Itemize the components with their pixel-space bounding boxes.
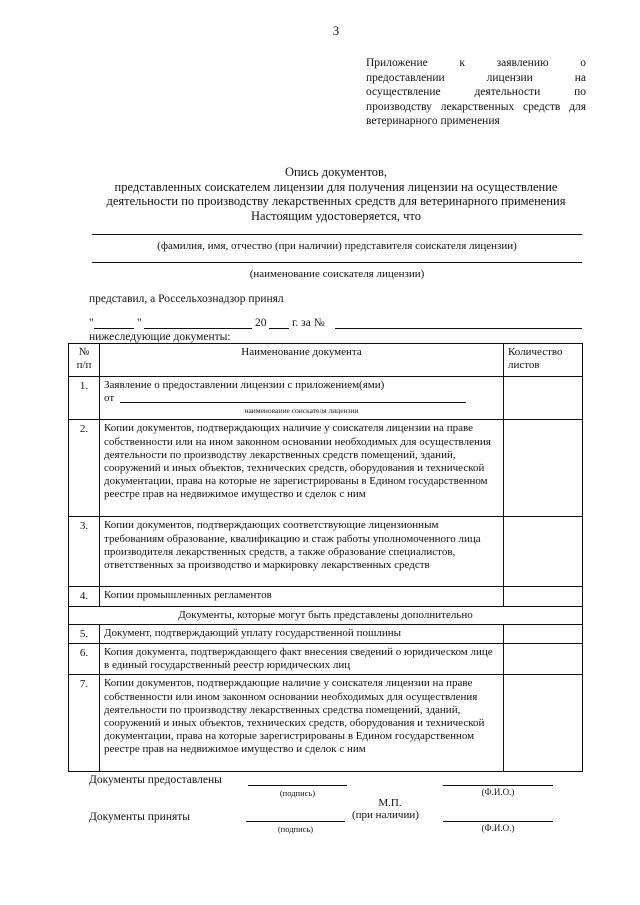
documents-table bbox=[68, 343, 583, 772]
stamp-note: (при наличии) bbox=[352, 809, 419, 821]
below-docs-text: нижеследующие документы: bbox=[89, 331, 231, 343]
appendix-line: ветеринарного применения bbox=[366, 115, 500, 127]
presented-text: представил, а Россельхознадзор принял bbox=[89, 293, 284, 305]
number-blank[interactable] bbox=[335, 328, 582, 329]
table-row bbox=[69, 675, 583, 772]
section-header: Документы, которые могут быть представлены дополнительно bbox=[69, 606, 583, 624]
table-row bbox=[69, 420, 583, 517]
table-row bbox=[69, 624, 583, 643]
appendix-line: производству лекарственных средств для bbox=[366, 100, 586, 113]
qty-cell[interactable] bbox=[504, 420, 583, 517]
row-text: Копии документов, подтверждающих соответствующие лицензионным требованиям образование, квалификацию и стаж работы уполномоченного лица производителя лекарственных средств, а также образование специалистов, ответственных за производство и маркировку лекарственных средств bbox=[100, 517, 504, 587]
document-title bbox=[0, 165, 640, 223]
page-number: 3 bbox=[332, 24, 340, 38]
qty-cell[interactable] bbox=[504, 587, 583, 606]
month-blank[interactable] bbox=[144, 328, 252, 329]
row-num: 5. bbox=[69, 624, 100, 643]
year-prefix: 20 bbox=[255, 317, 267, 329]
table-row bbox=[69, 587, 583, 606]
row-num: 4. bbox=[69, 587, 100, 606]
row-num: 3. bbox=[69, 517, 100, 587]
title-line: Настоящим удостоверяется, что bbox=[251, 208, 421, 223]
submitted-signature-caption: (подпись) bbox=[279, 788, 316, 798]
row-num: 6. bbox=[69, 644, 100, 675]
title-line: деятельности по производству лекарственных средств для ветеринарного применения bbox=[106, 194, 566, 209]
appendix-line: осуществление деятельности по bbox=[366, 86, 586, 98]
row-text: Копия документа, подтверждающего факт внесения сведений о юридическом лице в единый государственный реестр юридических лиц bbox=[100, 644, 504, 675]
submitted-label: Документы предоставлены bbox=[89, 774, 222, 786]
appendix-line: Приложение к заявлению о bbox=[366, 57, 586, 69]
row-text: Копии документов, подтверждающие наличие у соискателя лицензии на праве собственности или ином законном основании необходимых для осуществления деятельности по производству лекарственных средства помещений, зданий, сооружений и иных объектов, технических средств, оборудования и технической документации, права на которые зарегистрированы в Едином государственном реестре прав на недвижимое имущество и сделок с ним bbox=[100, 675, 504, 772]
quote-close: " bbox=[137, 317, 142, 329]
applicant-name-blank[interactable] bbox=[120, 402, 466, 403]
applicant-caption: (наименование соискателя лицензии) bbox=[249, 268, 425, 280]
accepted-label: Документы приняты bbox=[89, 811, 191, 823]
title-line: Опись документов, bbox=[284, 165, 388, 179]
row1-sub-caption: наименование соискателя лицензии bbox=[244, 406, 359, 416]
submitted-fio-caption: (Ф.И.О.) bbox=[481, 787, 515, 797]
row-text: Заявление о предоставлении лицензии с приложением(ями) bbox=[104, 379, 385, 391]
representative-blank[interactable] bbox=[92, 234, 582, 235]
section-header-row bbox=[69, 606, 583, 624]
submitted-fio-blank[interactable] bbox=[443, 785, 553, 786]
representative-caption: (фамилия, имя, отчество (при наличии) представителя соискателя лицензии) bbox=[157, 240, 517, 252]
row-text: Документ, подтверждающий уплату государственной пошлины bbox=[100, 624, 504, 643]
year-suffix: г. за № bbox=[292, 317, 325, 329]
quote-open: " bbox=[89, 317, 94, 329]
header-num: № п/п bbox=[69, 344, 100, 377]
qty-cell[interactable] bbox=[504, 624, 583, 643]
qty-cell[interactable] bbox=[504, 517, 583, 587]
qty-cell[interactable] bbox=[504, 377, 583, 420]
appendix-note bbox=[366, 56, 586, 129]
from-label: от bbox=[104, 392, 115, 405]
table-row bbox=[69, 517, 583, 587]
row-num: 7. bbox=[69, 675, 100, 772]
row1-from-line bbox=[104, 392, 499, 404]
header-name: Наименование документа bbox=[100, 344, 504, 377]
submitted-signature-blank[interactable] bbox=[248, 785, 347, 786]
appendix-line: предоставлении лицензии на bbox=[366, 71, 586, 84]
stamp-label: М.П. bbox=[378, 797, 402, 809]
row-num: 2. bbox=[69, 420, 100, 517]
row-text: Копии документов, подтверждающих наличие у соискателя лицензии на праве собственности или на ином законном основании необходимых для осуществления деятельности по производству лекарственных средств помещений, зданий, сооружений и иных объектов, технических средств, оборудования и технической документации, права на которые не зарегистрированы в Едином государственном реестре прав на недвижимое имущество и сделок с ним bbox=[100, 420, 504, 517]
title-line: представленных соискателем лицензии для получения лицензии на осуществление bbox=[114, 179, 558, 194]
row-num: 1. bbox=[69, 377, 100, 420]
accepted-fio-blank[interactable] bbox=[443, 821, 553, 822]
table-header-row bbox=[69, 344, 583, 377]
qty-cell[interactable] bbox=[504, 644, 583, 675]
year-blank[interactable] bbox=[269, 328, 289, 329]
table-row bbox=[69, 644, 583, 675]
header-qty: Количество листов bbox=[504, 344, 583, 377]
accepted-signature-caption: (подпись) bbox=[277, 824, 314, 834]
day-blank[interactable] bbox=[94, 328, 134, 329]
accepted-fio-caption: (Ф.И.О.) bbox=[481, 823, 515, 833]
row-name bbox=[100, 377, 504, 420]
applicant-blank[interactable] bbox=[92, 262, 582, 263]
accepted-signature-blank[interactable] bbox=[246, 821, 345, 822]
qty-cell[interactable] bbox=[504, 675, 583, 772]
table-row bbox=[69, 377, 583, 420]
row-text: Копии промышленных регламентов bbox=[100, 587, 504, 606]
